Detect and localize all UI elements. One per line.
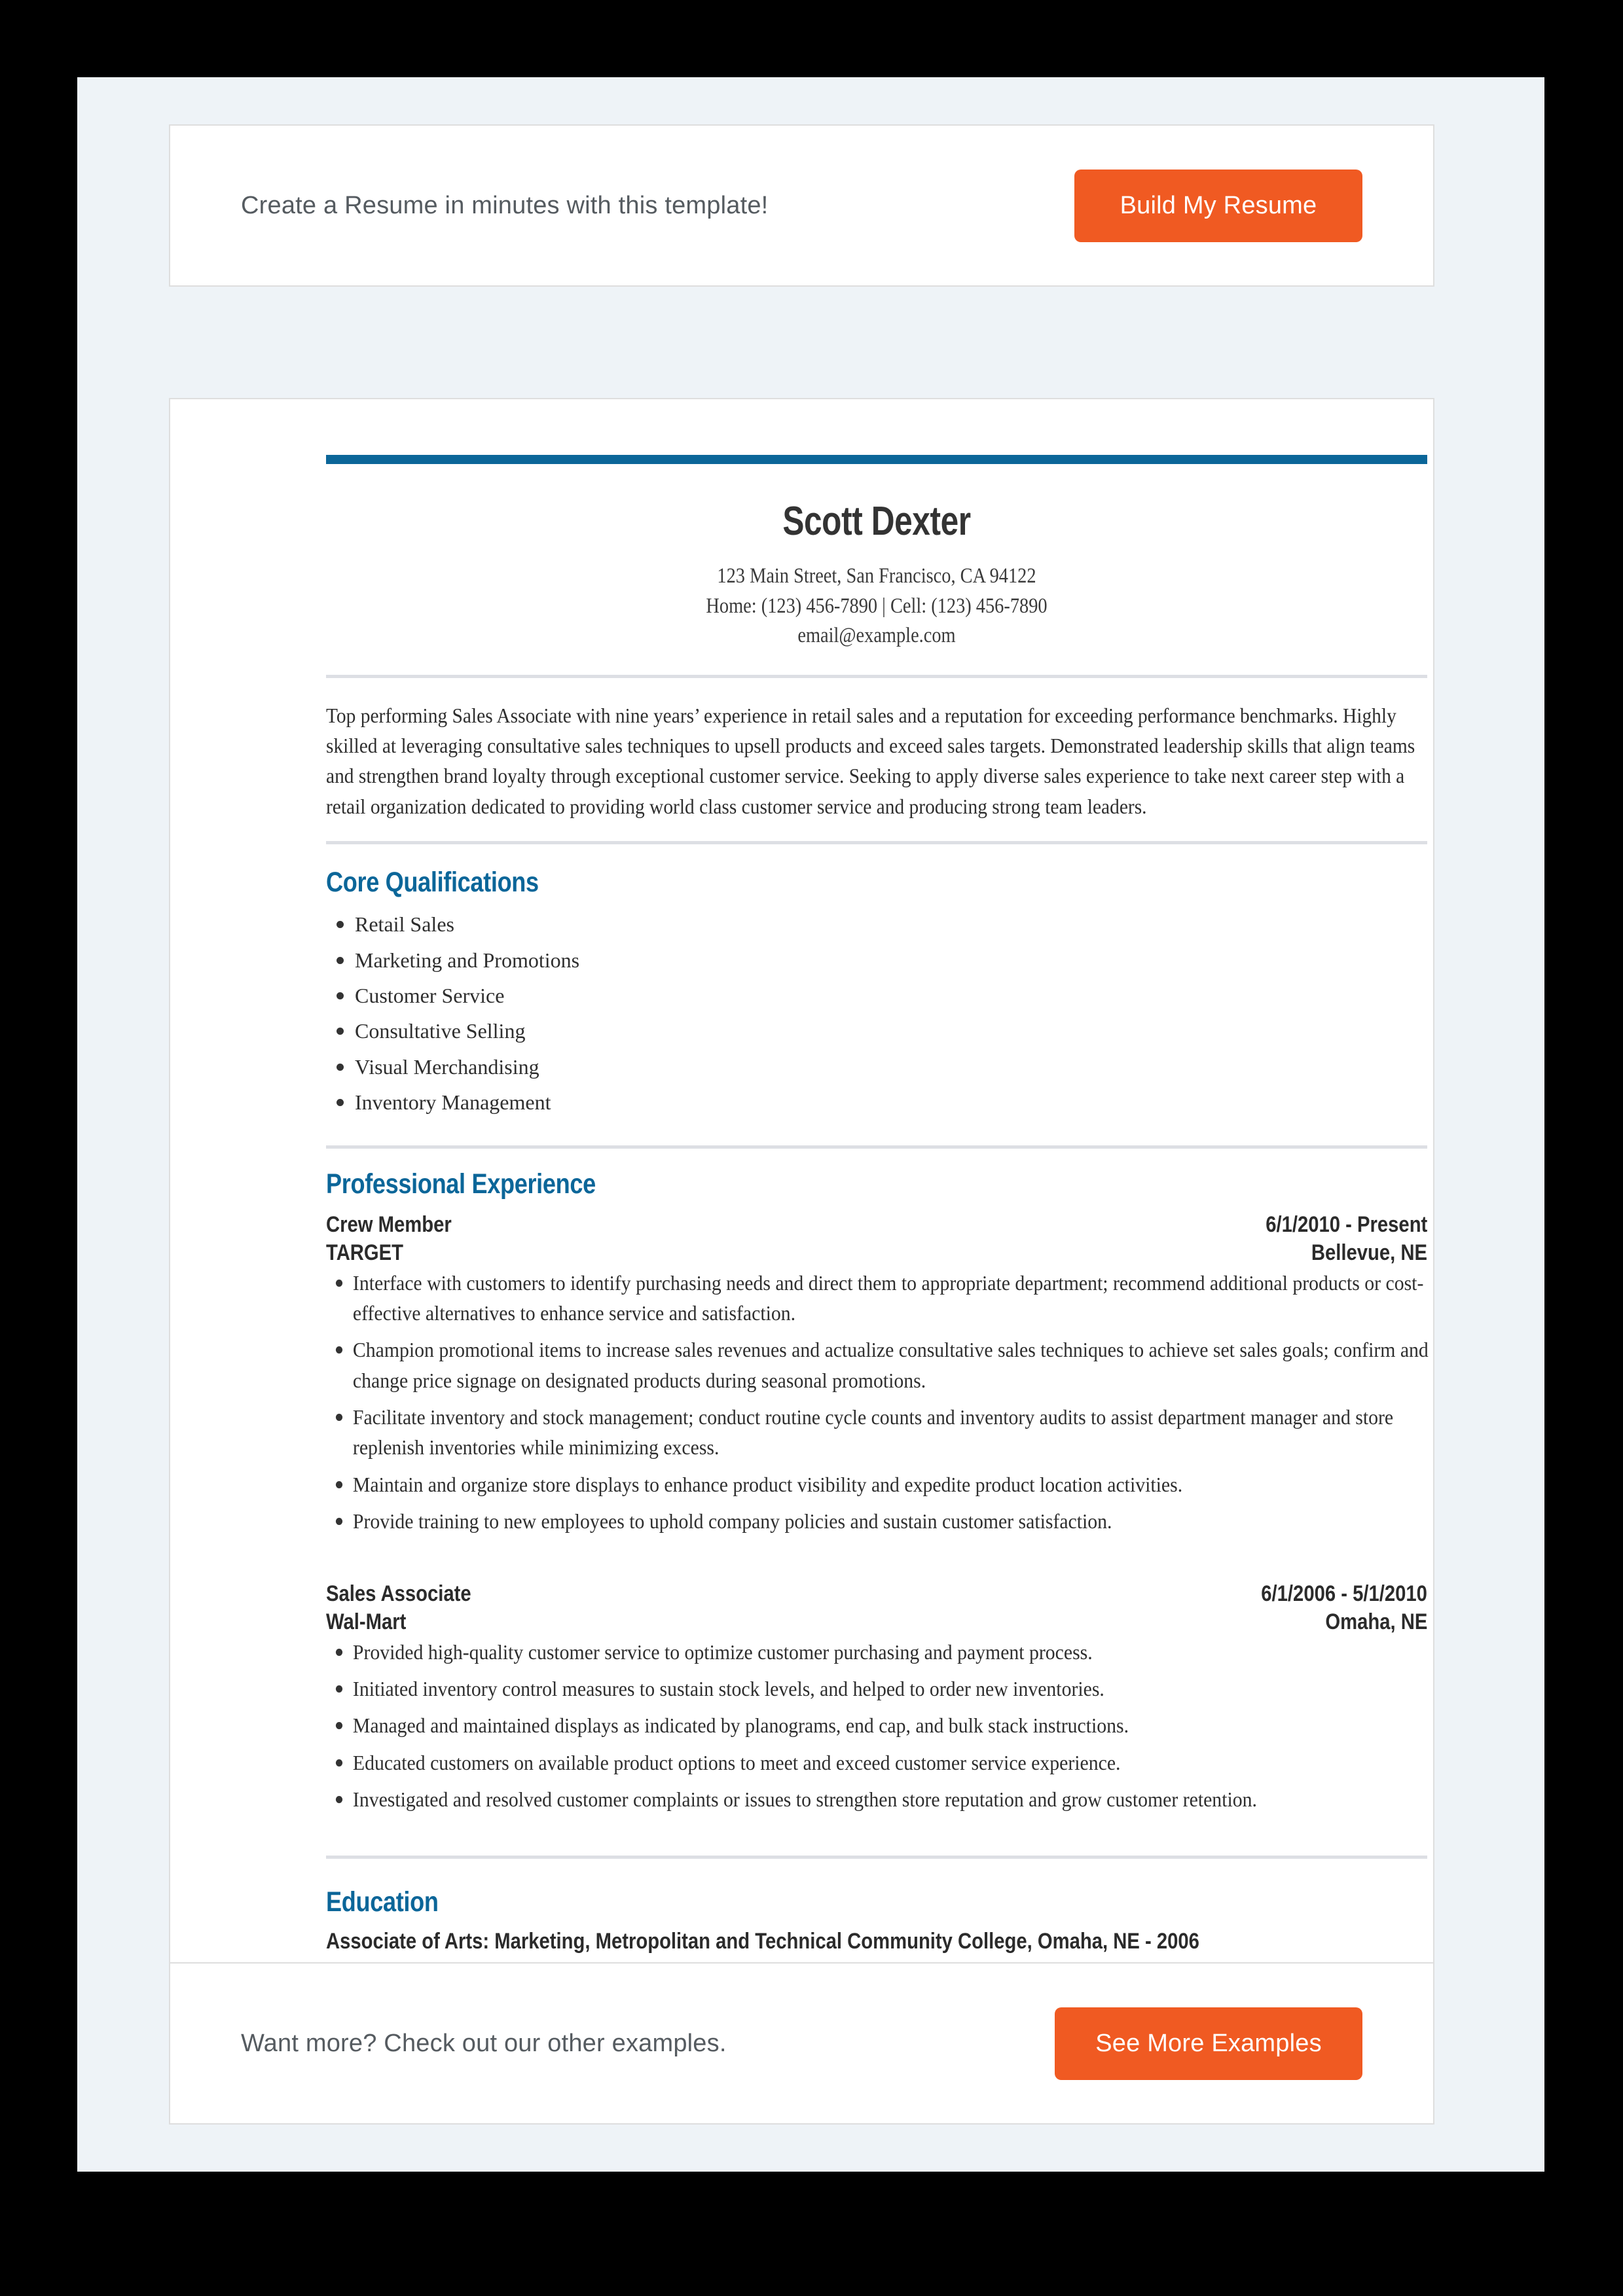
page-canvas — [77, 77, 1544, 2172]
list-item: Customer Service — [326, 980, 1427, 1011]
section-heading-education: Education — [326, 1886, 439, 1918]
list-item: Marketing and Promotions — [326, 945, 1427, 975]
list-item: Initiated inventory control measures to sustain stock levels, and helped to order new inventories. — [326, 1674, 1449, 1704]
list-item: Interface with customers to identify purchasing needs and direct them to appropriate department; recommend additional products or cost-effective alternatives to enhance service and satisfaction. — [326, 1268, 1449, 1329]
resume-document-card — [169, 398, 1434, 1990]
list-item: Educated customers on available product options to meet and exceed customer service experience. — [326, 1748, 1449, 1778]
job-company: Wal-Mart — [326, 1609, 407, 1635]
list-item: Provide training to new employees to uphold company policies and sustain customer satisfaction. — [326, 1506, 1449, 1536]
list-item: Investigated and resolved customer complaints or issues to strengthen store reputation and grow customer retention. — [326, 1784, 1449, 1814]
job-title-row — [326, 1580, 1427, 1609]
list-item: Champion promotional items to increase sales revenues and actualize consultative sales techniques to achieve set sales goals; confirm and change price signage on designated products during seasonal promotions. — [326, 1335, 1449, 1395]
resume-name: Scott Dexter — [782, 499, 971, 544]
core-qualifications-list — [326, 909, 1427, 1117]
job-company-row — [326, 1608, 1427, 1637]
bottom-cta-text: Want more? Check out our other examples. — [241, 2029, 727, 2057]
top-cta-text: Create a Resume in minutes with this template! — [241, 191, 769, 219]
contact-address: 123 Main Street, San Francisco, CA 94122 — [717, 564, 1036, 588]
job-dates: 6/1/2010 - Present — [1265, 1211, 1427, 1237]
list-item: Retail Sales — [326, 909, 1427, 939]
education-entry: Associate of Arts: Marketing, Metropolitan and Technical Community College, Omaha, NE - 2006 — [326, 1928, 1199, 1954]
top-cta-banner — [169, 124, 1434, 287]
divider-above-education — [326, 1856, 1427, 1859]
job-location: Bellevue, NE — [1311, 1240, 1427, 1266]
contact-email: email@example.com — [797, 624, 956, 648]
build-my-resume-button[interactable]: Build My Resume — [1074, 170, 1362, 242]
list-item: Consultative Selling — [326, 1016, 1427, 1046]
professional-summary: Top performing Sales Associate with nine years’ experience in retail sales and a reputation for exceeding performance benchmarks. Highly skilled at leveraging consultative sales techniques to upsell products and exceed sales targets. Demonstrated leadership skills that align teams and strengthen brand loyalty through exceptional customer service. Seeking to apply diverse sales experience to take next career step with a retail organization dedicated to providing world class customer service and producing strong team leaders. — [326, 703, 1415, 818]
section-heading-core-qualifications: Core Qualifications — [326, 867, 539, 899]
list-item: Visual Merchandising — [326, 1052, 1427, 1082]
see-more-examples-button[interactable]: See More Examples — [1055, 2007, 1362, 2080]
list-item: Managed and maintained displays as indicated by planograms, end cap, and bulk stack instructions. — [326, 1710, 1449, 1740]
bottom-cta-banner — [169, 1962, 1434, 2125]
experience-entry — [326, 1211, 1427, 1537]
section-heading-professional-experience: Professional Experience — [326, 1168, 596, 1200]
contact-phones: Home: (123) 456-7890 | Cell: (123) 456-7890 — [706, 594, 1048, 618]
list-item: Maintain and organize store displays to enhance product visibility and expedite product location activities. — [326, 1469, 1449, 1499]
job-title-row — [326, 1211, 1427, 1240]
experience-entry — [326, 1580, 1427, 1815]
list-item: Facilitate inventory and stock management; conduct routine cycle counts and inventory audits to assist department manager and store replenish inventories while minimizing excess. — [326, 1402, 1449, 1463]
job-title: Crew Member — [326, 1211, 452, 1237]
divider-above-core-qualifications — [326, 841, 1427, 844]
job-duties-list — [326, 1268, 1427, 1537]
job-duties-list — [326, 1637, 1427, 1815]
job-location: Omaha, NE — [1325, 1609, 1427, 1635]
job-company-row — [326, 1239, 1427, 1268]
divider-above-professional-experience — [326, 1145, 1427, 1149]
job-title: Sales Associate — [326, 1581, 471, 1606]
list-item: Inventory Management — [326, 1087, 1427, 1117]
list-item: Provided high-quality customer service to optimize customer purchasing and payment process. — [326, 1637, 1449, 1667]
job-company: TARGET — [326, 1240, 404, 1266]
job-dates: 6/1/2006 - 5/1/2010 — [1261, 1581, 1427, 1606]
accent-bar — [326, 455, 1427, 464]
resume-content — [326, 455, 1427, 1984]
divider-above-summary — [326, 675, 1427, 678]
